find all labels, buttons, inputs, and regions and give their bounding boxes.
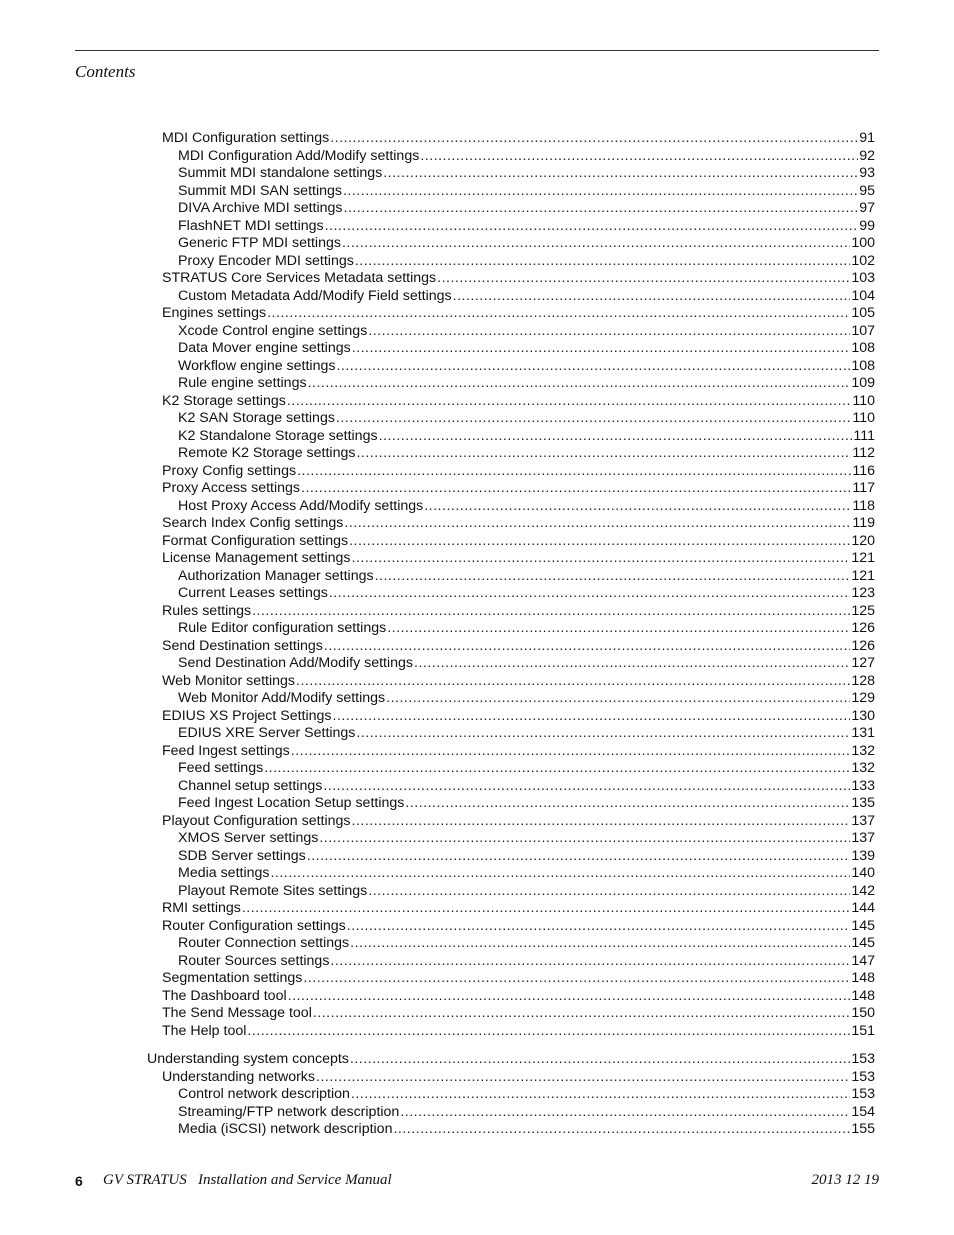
toc-entry-title: Engines settings xyxy=(162,305,267,321)
toc-leader-dots xyxy=(270,865,850,883)
toc-entry[interactable] xyxy=(147,358,875,376)
toc-entry-title: XMOS Server settings xyxy=(178,830,319,846)
toc-entry-page: 144 xyxy=(851,900,875,916)
toc-entry[interactable] xyxy=(147,568,875,586)
toc-entry-page: 148 xyxy=(851,987,875,1004)
toc-entry-page: 108 xyxy=(851,357,875,374)
toc-entry[interactable] xyxy=(147,393,875,411)
toc-entry[interactable] xyxy=(147,900,875,918)
toc-entry-page: 107 xyxy=(851,322,875,339)
toc-leader-dots xyxy=(252,603,850,621)
toc-leader-dots xyxy=(386,690,850,708)
toc-entry[interactable] xyxy=(147,708,875,726)
toc-entry-title: The Dashboard tool xyxy=(162,987,287,1004)
toc-entry[interactable] xyxy=(147,1086,875,1104)
toc-leader-dots xyxy=(350,1051,850,1069)
toc-entry[interactable] xyxy=(147,865,875,883)
toc-leader-dots xyxy=(352,340,851,358)
toc-entry-title: Data Mover engine settings xyxy=(178,340,351,356)
toc-leader-dots xyxy=(264,760,850,778)
toc-entry-page: 126 xyxy=(851,637,875,654)
toc-entry-title: DIVA Archive MDI settings xyxy=(178,200,343,216)
toc-leader-dots xyxy=(267,305,850,323)
toc-entry[interactable] xyxy=(147,235,875,253)
publication-date: 2013 12 19 xyxy=(811,1172,879,1188)
toc-entry-title: Router Sources settings xyxy=(178,952,330,969)
toc-entry[interactable] xyxy=(147,813,875,831)
toc-entry-title: Rules settings xyxy=(162,602,252,619)
toc-entry-page: 147 xyxy=(851,952,875,969)
toc-entry-page: 153 xyxy=(851,1086,875,1102)
toc-entry-page: 153 xyxy=(851,1068,875,1085)
toc-entry-page: 128 xyxy=(851,672,875,689)
toc-entry-page: 92 xyxy=(859,147,875,164)
toc-leader-dots xyxy=(303,970,850,988)
toc-entry-page: 153 xyxy=(851,1051,875,1067)
toc-entry-title: Streaming/FTP network description xyxy=(178,1103,400,1120)
toc-entry-title: Generic FTP MDI settings xyxy=(178,235,341,251)
toc-entry-title: Channel setup settings xyxy=(178,777,323,794)
toc-entry-title: K2 Storage settings xyxy=(162,392,286,409)
toc-entry-title: The Send Message tool xyxy=(162,1005,312,1021)
toc-entry-title: MDI Configuration settings xyxy=(162,130,330,146)
toc-leader-dots xyxy=(308,375,851,393)
toc-entry-title: Send Destination Add/Modify settings xyxy=(178,655,414,671)
toc-entry-title: Proxy Config settings xyxy=(162,462,297,479)
toc-entry-title: Custom Metadata Add/Modify Field settings xyxy=(178,287,452,304)
toc-entry[interactable] xyxy=(147,148,875,166)
toc-entry[interactable] xyxy=(147,725,875,743)
toc-entry-title: The Help tool xyxy=(162,1022,247,1039)
toc-entry-page: 127 xyxy=(851,655,875,671)
toc-entry-title: EDIUS XS Project Settings xyxy=(162,707,332,724)
toc-entry-page: 118 xyxy=(852,497,875,514)
toc-entry[interactable] xyxy=(147,183,875,201)
toc-leader-dots xyxy=(414,655,850,673)
toc-leader-dots xyxy=(383,165,858,183)
toc-entry-page: 121 xyxy=(851,550,875,566)
toc-leader-dots xyxy=(288,988,851,1006)
toc-entry[interactable] xyxy=(147,340,875,358)
toc-entry[interactable] xyxy=(147,130,875,148)
toc-entry[interactable] xyxy=(147,463,875,481)
toc-leader-dots xyxy=(393,1121,850,1139)
toc-entry[interactable] xyxy=(147,480,875,498)
toc-entry-title: Send Destination settings xyxy=(162,637,323,654)
toc-entry-page: 111 xyxy=(853,427,875,444)
toc-leader-dots xyxy=(247,1023,850,1041)
toc-entry-title: Web Monitor settings xyxy=(162,672,296,689)
toc-leader-dots xyxy=(437,270,850,288)
toc-entry[interactable] xyxy=(147,638,875,656)
toc-entry-page: 133 xyxy=(851,777,875,794)
toc-entry-title: Authorization Manager settings xyxy=(178,567,374,584)
toc-entry-title: Summit MDI standalone settings xyxy=(178,165,383,181)
toc-entry[interactable] xyxy=(147,550,875,568)
toc-entry-page: 123 xyxy=(851,585,875,601)
toc-leader-dots xyxy=(387,620,850,638)
toc-entry-title: Summit MDI SAN settings xyxy=(178,182,342,199)
toc-entry-page: 150 xyxy=(851,1005,875,1021)
toc-entry-page: 119 xyxy=(852,515,875,531)
toc-entry[interactable] xyxy=(147,498,875,516)
toc-leader-dots xyxy=(319,830,850,848)
toc-leader-dots xyxy=(352,813,851,831)
toc-entry[interactable] xyxy=(147,1005,875,1023)
toc-entry-title: K2 Standalone Storage settings xyxy=(178,427,378,444)
toc-entry-page: 140 xyxy=(851,865,875,881)
toc-entry-title: Understanding system concepts xyxy=(147,1051,349,1067)
toc-entry-page: 145 xyxy=(851,917,875,934)
toc-entry-page: 97 xyxy=(859,200,875,216)
toc-leader-dots xyxy=(333,708,851,726)
toc-leader-dots xyxy=(316,1069,850,1087)
toc-entry-title: FlashNET MDI settings xyxy=(178,217,324,234)
toc-leader-dots xyxy=(344,515,851,533)
toc-leader-dots xyxy=(424,498,851,516)
manual-title: GV STRATUS Installation and Service Manual xyxy=(103,1172,392,1188)
toc-entry-page: 100 xyxy=(851,235,875,251)
toc-entry[interactable] xyxy=(147,935,875,953)
toc-entry-title: Understanding networks xyxy=(162,1068,315,1085)
toc-leader-dots xyxy=(329,585,850,603)
toc-entry-title: Proxy Access settings xyxy=(162,480,300,496)
toc-entry-page: 145 xyxy=(851,935,875,951)
toc-entry-title: Media settings xyxy=(178,865,270,881)
toc-entry-title: SDB Server settings xyxy=(178,847,306,864)
toc-entry-page: 117 xyxy=(852,480,875,496)
toc-leader-dots xyxy=(242,900,850,918)
toc-entry-page: 132 xyxy=(851,760,875,776)
toc-entry[interactable] xyxy=(147,620,875,638)
toc-entry-page: 109 xyxy=(851,375,875,391)
toc-entry[interactable] xyxy=(147,200,875,218)
toc-entry-title: Remote K2 Storage settings xyxy=(178,445,356,461)
toc-entry-page: 131 xyxy=(851,725,875,741)
toc-leader-dots xyxy=(336,410,851,428)
toc-leader-dots xyxy=(379,428,853,446)
toc-entry-title: Segmentation settings xyxy=(162,970,303,986)
toc-entry-title: Router Connection settings xyxy=(178,935,350,951)
toc-leader-dots xyxy=(368,323,850,341)
toc-entry-page: 151 xyxy=(851,1022,875,1039)
toc-entry-page: 93 xyxy=(859,165,875,181)
page-number: 6 xyxy=(75,1173,83,1189)
toc-entry[interactable] xyxy=(147,848,875,866)
toc-entry[interactable] xyxy=(147,288,875,306)
toc-entry[interactable] xyxy=(147,673,875,691)
toc-entry[interactable] xyxy=(147,1051,875,1069)
table-of-contents xyxy=(147,130,875,1139)
toc-entry-title: Proxy Encoder MDI settings xyxy=(178,252,354,269)
toc-entry-page: 135 xyxy=(851,795,875,811)
toc-entry-page: 116 xyxy=(852,462,875,479)
toc-entry-title: EDIUS XRE Server Settings xyxy=(178,725,356,741)
toc-leader-dots xyxy=(287,393,852,411)
toc-entry-page: 91 xyxy=(859,130,875,146)
toc-entry-title: Web Monitor Add/Modify settings xyxy=(178,690,386,706)
toc-leader-dots xyxy=(356,725,850,743)
toc-entry-page: 154 xyxy=(851,1103,875,1120)
toc-entry[interactable] xyxy=(147,1121,875,1139)
toc-entry-title: Playout Configuration settings xyxy=(162,812,351,829)
toc-entry-page: 137 xyxy=(851,812,875,829)
toc-entry-title: STRATUS Core Services Metadata settings xyxy=(162,270,437,286)
toc-entry[interactable] xyxy=(147,305,875,323)
toc-entry-page: 125 xyxy=(851,602,875,619)
toc-leader-dots xyxy=(400,1104,850,1122)
toc-entry-page: 130 xyxy=(851,707,875,724)
toc-entry-page: 102 xyxy=(851,252,875,269)
toc-leader-dots xyxy=(343,183,858,201)
toc-entry-page: 104 xyxy=(851,287,875,304)
toc-entry-page: 155 xyxy=(851,1121,875,1137)
toc-entry-title: Format Configuration settings xyxy=(162,532,349,549)
toc-entry[interactable] xyxy=(147,690,875,708)
toc-entry[interactable] xyxy=(147,883,875,901)
toc-leader-dots xyxy=(307,848,851,866)
toc-entry[interactable] xyxy=(147,165,875,183)
toc-entry[interactable] xyxy=(147,270,875,288)
toc-leader-dots xyxy=(344,200,859,218)
toc-entry[interactable] xyxy=(147,603,875,621)
toc-entry[interactable] xyxy=(147,218,875,236)
toc-leader-dots xyxy=(405,795,850,813)
header-rule xyxy=(75,50,879,51)
toc-entry-title: Playout Remote Sites settings xyxy=(178,882,368,899)
toc-entry[interactable] xyxy=(147,515,875,533)
toc-entry[interactable] xyxy=(147,760,875,778)
toc-entry-title: MDI Configuration Add/Modify settings xyxy=(178,147,420,164)
toc-entry[interactable] xyxy=(147,375,875,393)
toc-entry[interactable] xyxy=(147,410,875,428)
toc-leader-dots xyxy=(301,480,851,498)
toc-entry-page: 148 xyxy=(851,970,875,986)
toc-entry-page: 129 xyxy=(851,690,875,706)
toc-leader-dots xyxy=(296,673,850,691)
toc-leader-dots xyxy=(349,533,850,551)
toc-entry-title: Workflow engine settings xyxy=(178,357,336,374)
toc-entry-title: RMI settings xyxy=(162,900,241,916)
toc-leader-dots xyxy=(313,1005,850,1023)
toc-entry[interactable] xyxy=(147,428,875,446)
toc-entry-page: 95 xyxy=(859,182,875,199)
toc-entry-title: Host Proxy Access Add/Modify settings xyxy=(178,497,424,514)
toc-entry[interactable] xyxy=(147,918,875,936)
toc-entry[interactable] xyxy=(147,988,875,1006)
toc-entry-page: 126 xyxy=(851,620,875,636)
toc-entry-page: 99 xyxy=(859,217,875,234)
toc-entry-page: 103 xyxy=(851,270,875,286)
toc-leader-dots xyxy=(368,883,850,901)
toc-entry[interactable] xyxy=(147,1023,875,1041)
toc-entry[interactable] xyxy=(147,655,875,673)
toc-leader-dots xyxy=(351,1086,850,1104)
toc-entry-title: Router Configuration settings xyxy=(162,917,346,934)
toc-entry[interactable] xyxy=(147,830,875,848)
toc-leader-dots xyxy=(336,358,850,376)
toc-leader-dots xyxy=(330,130,858,148)
toc-entry[interactable] xyxy=(147,1069,875,1087)
toc-entry-page: 137 xyxy=(851,830,875,846)
toc-leader-dots xyxy=(375,568,851,586)
toc-entry-title: Feed Ingest settings xyxy=(162,742,290,759)
toc-leader-dots xyxy=(324,638,850,656)
toc-entry-title: Rule Editor configuration settings xyxy=(178,620,387,636)
toc-entry-title: Rule engine settings xyxy=(178,375,307,391)
toc-entry[interactable] xyxy=(147,585,875,603)
toc-entry-page: 121 xyxy=(851,567,875,584)
toc-entry-page: 139 xyxy=(851,847,875,864)
toc-leader-dots xyxy=(297,463,851,481)
toc-leader-dots xyxy=(330,953,850,971)
toc-entry-title: Feed Ingest Location Setup settings xyxy=(178,795,405,811)
toc-entry[interactable] xyxy=(147,743,875,761)
toc-entry-title: Feed settings xyxy=(178,760,264,776)
toc-entry-title: Current Leases settings xyxy=(178,585,328,601)
toc-entry-page: 108 xyxy=(851,340,875,356)
section-title: Contents xyxy=(75,62,136,81)
toc-entry-page: 112 xyxy=(852,445,875,461)
toc-entry-page: 142 xyxy=(851,882,875,899)
toc-entry[interactable] xyxy=(147,778,875,796)
toc-entry[interactable] xyxy=(147,253,875,271)
toc-entry-page: 110 xyxy=(852,392,875,409)
toc-leader-dots xyxy=(325,218,859,236)
toc-leader-dots xyxy=(350,935,850,953)
toc-leader-dots xyxy=(291,743,851,761)
toc-entry[interactable] xyxy=(147,970,875,988)
toc-leader-dots xyxy=(352,550,851,568)
toc-entry-page: 110 xyxy=(852,410,875,426)
toc-leader-dots xyxy=(347,918,851,936)
toc-entry[interactable] xyxy=(147,533,875,551)
toc-leader-dots xyxy=(356,445,851,463)
toc-leader-dots xyxy=(323,778,850,796)
toc-entry-page: 132 xyxy=(851,742,875,759)
toc-leader-dots xyxy=(420,148,858,166)
toc-entry-title: K2 SAN Storage settings xyxy=(178,410,335,426)
toc-entry-title: License Management settings xyxy=(162,550,351,566)
toc-entry[interactable] xyxy=(147,323,875,341)
toc-entry[interactable] xyxy=(147,953,875,971)
toc-leader-dots xyxy=(342,235,850,253)
toc-entry[interactable] xyxy=(147,795,875,813)
toc-entry-page: 105 xyxy=(851,305,875,321)
toc-leader-dots xyxy=(355,253,850,271)
toc-entry-title: Search Index Config settings xyxy=(162,515,344,531)
toc-entry-title: Control network description xyxy=(178,1086,350,1102)
toc-leader-dots xyxy=(453,288,851,306)
toc-entry-page: 120 xyxy=(851,532,875,549)
toc-entry-title: Xcode Control engine settings xyxy=(178,322,368,339)
toc-entry[interactable] xyxy=(147,1104,875,1122)
toc-entry[interactable] xyxy=(147,445,875,463)
toc-entry-title: Media (iSCSI) network description xyxy=(178,1121,393,1137)
